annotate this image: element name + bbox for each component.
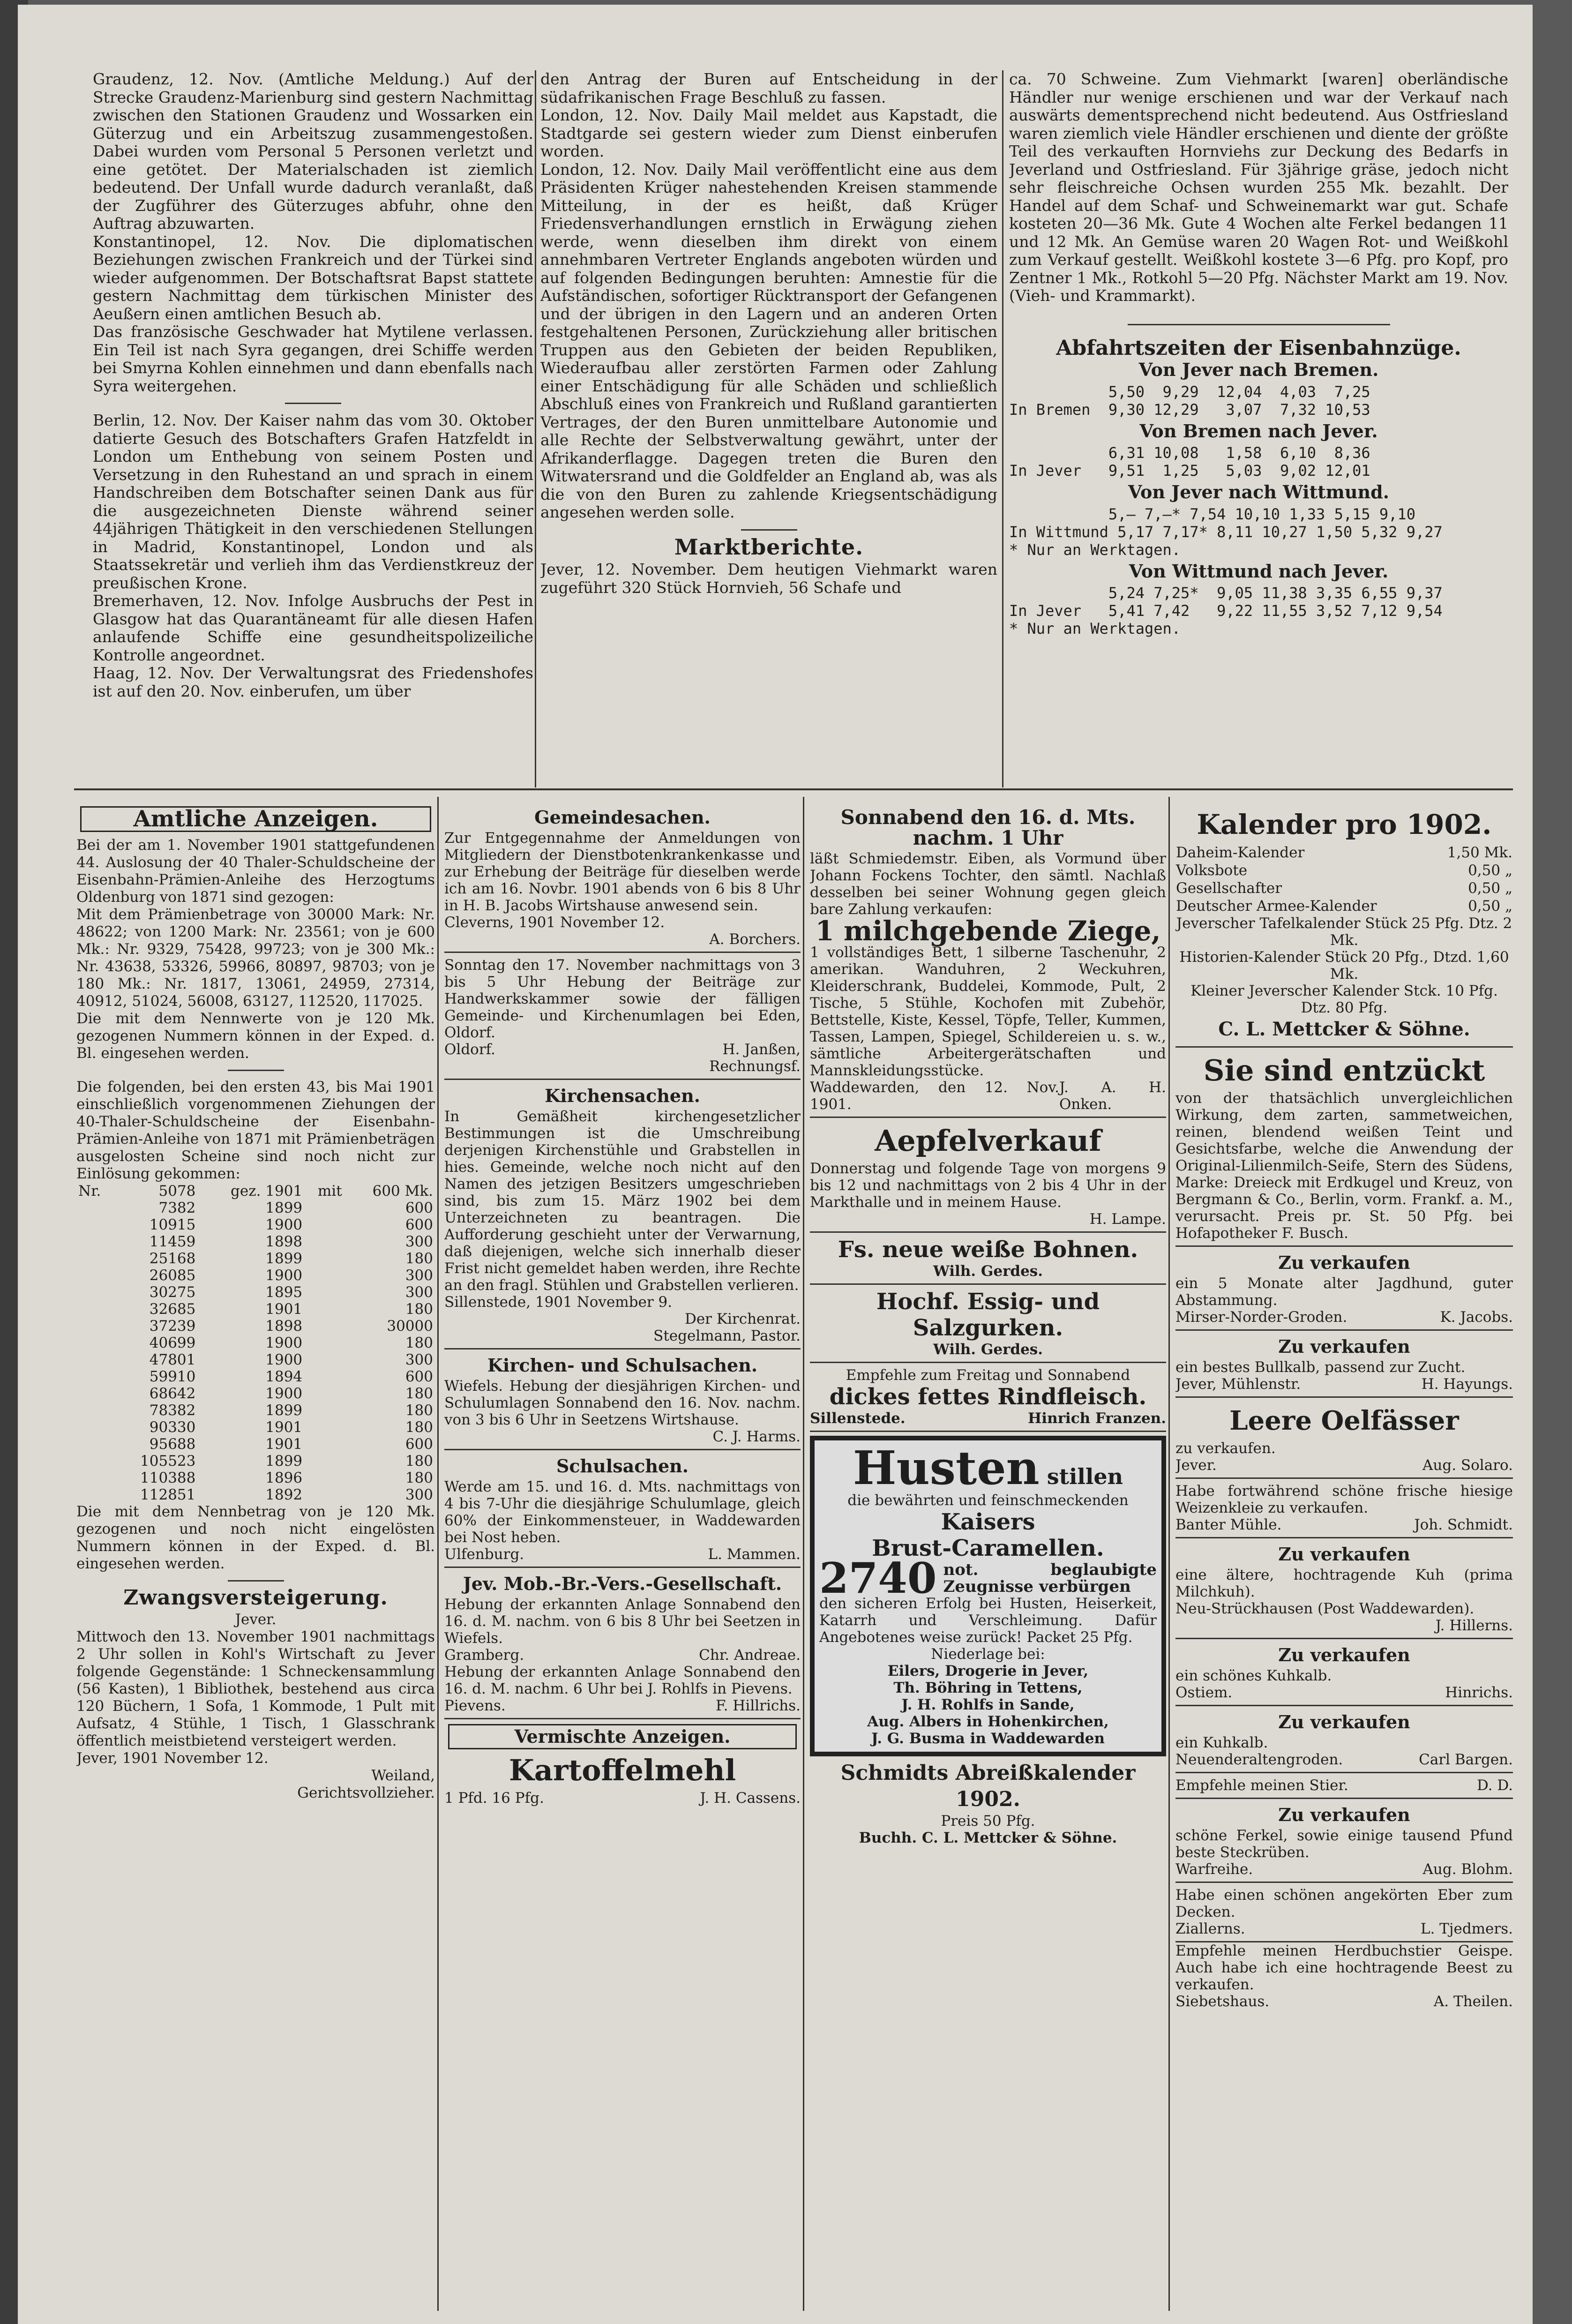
market-jever: Jever, 12. November. Dem heutigen Viehmarkt waren zugeführt 320 Stück Hornvieh, 56 Schafe und bbox=[540, 560, 997, 597]
lottery-row bbox=[76, 1233, 435, 1250]
lottery-cell: 10915 bbox=[149, 1216, 196, 1233]
official-notices-title: Amtliche Anzeigen. bbox=[80, 806, 431, 832]
lottery-cell: 1901 bbox=[265, 1436, 303, 1453]
lottery-cell: gez. 1901 bbox=[231, 1183, 303, 1199]
lottery-row bbox=[76, 1216, 435, 1233]
train-row: 5,50 9,29 12,04 4,03 7,25 bbox=[1009, 382, 1370, 401]
train-row: In Jever 5,41 7,42 9,22 11,55 3,52 7,12 9,54 bbox=[1009, 602, 1443, 620]
lottery-cell: 25168 bbox=[149, 1250, 196, 1267]
sale-text: ein schönes Kuhkalb. bbox=[1175, 1667, 1332, 1684]
herdbook-name: A. Theilen. bbox=[1433, 1993, 1513, 2010]
lottery-cell: 105523 bbox=[140, 1453, 196, 1469]
newspaper-page bbox=[18, 5, 1533, 2324]
lottery-cell: 300 bbox=[405, 1267, 433, 1284]
calendar-price: 0,50 „ bbox=[1468, 880, 1512, 897]
news-column-1 bbox=[93, 70, 533, 787]
lottery-cell: 95688 bbox=[149, 1436, 196, 1453]
cough-number-text: not. beglaubigte Zeugnisse verbürgen bbox=[943, 1560, 1157, 1596]
insurance-text: Hebung der erkannten Anlage Sonnabend den 16. d. M. nachm. von 6 bis 8 Uhr bei Seetzen in Wiefels. bbox=[444, 1596, 801, 1647]
lottery-cell: 37239 bbox=[149, 1318, 196, 1334]
lottery-cell: 1901 bbox=[265, 1301, 303, 1318]
sale-place: Ostiem. bbox=[1175, 1684, 1233, 1701]
herdbook-place: Siebetshaus. bbox=[1175, 1993, 1270, 2010]
beef-place: Sillenstede. bbox=[810, 1410, 906, 1427]
bran-text: Habe fortwährend schöne frische hiesige Weizenkleie zu verkaufen. bbox=[1175, 1483, 1513, 1516]
apple-sale-title: Aepfelverkauf bbox=[875, 1124, 1101, 1158]
lottery-cell bbox=[304, 1267, 344, 1284]
cough-brand: Kaisers bbox=[941, 1509, 1035, 1535]
cough-drops-ad bbox=[810, 1436, 1166, 1756]
lottery-row bbox=[76, 1469, 435, 1486]
news-berlin: Berlin, 12. Nov. Der Kaiser nahm das vom 30. Oktober datierte Gesuch des Botschafters Grafen Hatzfeldt in London um Enthebung von seinem Posten und Versetzung in den Ruhestand an und sprach in einem Handschreiben dem Botschafter seinen Dank aus für die ausgezeichneten Dienste während seiner 44jährigen Thätigkeit in den verschiedenen Stellungen in Madrid, Konstantinopel, London und als Staatssekretär und verlieh ihm das Verdienstkreuz der preußischen Krone. bbox=[93, 411, 533, 592]
column-rule bbox=[803, 797, 804, 2311]
lottery-cell: 180 bbox=[405, 1419, 433, 1436]
cough-dealer: Th. Böhring in Tettens, bbox=[893, 1679, 1083, 1696]
sale-title: Zu verkaufen bbox=[1278, 1336, 1410, 1357]
sale-name: H. Hayungs. bbox=[1421, 1376, 1513, 1393]
lottery-cell: 1899 bbox=[265, 1402, 303, 1419]
beef-pre: Empfehle zum Freitag und Sonnabend bbox=[846, 1367, 1130, 1384]
calendar-line-2: Historien-Kalender Stück 20 Pfg., Dtzd. 1,60 Mk. bbox=[1179, 949, 1509, 982]
lottery-cell: 26085 bbox=[149, 1267, 196, 1284]
lottery-cell: 32685 bbox=[149, 1301, 196, 1318]
lottery-cell bbox=[76, 1199, 114, 1216]
lottery-cell: 30000 bbox=[387, 1318, 433, 1334]
apple-sale-text: Donnerstag und folgende Tage von morgens 9 bis 12 und nachmittags von 2 bis 4 Uhr in der Markthalle und in meinem Hause. bbox=[810, 1160, 1166, 1211]
potato-flour-seller: J. H. Cassens. bbox=[700, 1790, 801, 1807]
lottery-outstanding-note: Die mit dem Nennbetrag von je 120 Mk. gezogenen und noch nicht eingelösten Nummern können in der Exped. d. Bl. eingesehen werden. bbox=[76, 1503, 435, 1572]
lottery-row bbox=[76, 1250, 435, 1267]
lottery-cell bbox=[304, 1216, 344, 1233]
news-konstantinopel: Konstantinopel, 12. Nov. Die diplomatischen Beziehungen zwischen Frankreich und der Türkei sind wieder aufgenommen. Der Botschaftsrat Bapst stattete gestern Nachmittag dem türkischen Minister des Aeußern einen amtlichen Besuch ab. bbox=[93, 232, 533, 323]
municipal-place-2: Oldorf. bbox=[444, 1041, 495, 1058]
lottery-cell: 40699 bbox=[149, 1334, 196, 1351]
beans-seller: Wilh. Gerdes. bbox=[933, 1263, 1043, 1280]
lottery-cell: 11459 bbox=[149, 1233, 196, 1250]
lottery-row bbox=[76, 1486, 435, 1503]
train-section-title: Von Wittmund nach Jever. bbox=[1129, 560, 1389, 582]
divider bbox=[1128, 324, 1390, 325]
cough-depot: Niederlage bei: bbox=[931, 1646, 1045, 1663]
auction-items: 1 vollständiges Bett, 1 silberne Taschenuhr, 2 amerikan. Wanduhren, 2 Weckuhren, Kleiderschrank, Buddelei, Kommode, Pult, 2 Tische, 5 Stühle, Kochofen mit Zubehör, Bettstelle, Kiste, Kessel, Töpfe, Teller, Kummen, Tassen, Lampen, Spiegel, Schildereien u. s. w., sämtliche Arbeitergerätschaften und Mannskleidungsstücke. bbox=[810, 944, 1166, 1079]
market-report-text: ca. 70 Schweine. Zum Viehmarkt [waren] oberländische Händler nur wenige erschienen und war der Verkauf nach auswärts dementsprechend nicht bedeutend. Aus Ostfriesland waren ziemlich viele Händler erschienen und diente der größte Teil des verkauften Hornviehs zur Deckung des Bedarfs in Jeverland und Ostfriesland. Für 3jährige gräse, jedoch nicht sehr fleischreiche Ochsen wurden 255 Mk. bezahlt. Der Handel auf dem Schaf- und Schweinemarkt war gut. Schafe kosteten 20—36 Mk. Gute 4 Wochen alte Ferkel bedangen 11 und 12 Mk. An Gemüse waren 20 Wagen Rot- und Weißkohl zum Verkauf gestellt. Weißkohl kostete 3—6 Pfg. pro Kopf, pro Zentner 1 Mk., Rotkohl 5—20 Pfg. Nächster Markt am 19. Nov. (Vieh- und Krammarkt). bbox=[1009, 70, 1508, 305]
municipal-name-2: H. Janßen, bbox=[722, 1041, 801, 1058]
lottery-cell: 180 bbox=[405, 1453, 433, 1469]
lottery-row bbox=[76, 1183, 435, 1199]
news-graudenz: Graudenz, 12. Nov. (Amtliche Meldung.) Auf der Strecke Graudenz-Marienburg sind gestern Nachmittag zwischen den Stationen Graudenz und Wossarken ein Güterzug und ein Arbeitszug zusammengestoßen. Dabei wurden vom Personal 5 Personen verletzt und eine getötet. Der Materialschaden ist ziemlich bedeutend. Der Unfall wurde dadurch veranlaßt, daß der Zugführer des Güterzuges abfuhr, ohne den Auftrag abzuwarten. bbox=[93, 70, 533, 232]
insurance-name-2: F. Hillrichs. bbox=[716, 1697, 801, 1714]
lottery-cell bbox=[304, 1453, 344, 1469]
municipal-text-2: Sonntag den 17. November nachmittags von 3 bis 5 Uhr Hebung der Beiträge zur Handwerkskammer sowie der fälligen Gemeinde- und Kirchenumlagen bei Eden, Oldorf. bbox=[444, 957, 801, 1041]
lottery-cell bbox=[76, 1453, 114, 1469]
church-text: In Gemäßheit kirchengesetzlicher Bestimmungen ist die Umschreibung derjenigen Kirchenstühle und Grabstellen in hies. Gemeinde, welche noch nicht auf den Namen des jetzigen Besitzers umgeschrieben sind, bis zum 15. März 1902 bei dem Unterzeichneten zu beantragen. Die Aufforderung geschieht unter der Verwarnung, daß diejenigen, welche sich innerhalb dieser Frist nicht gemeldet haben werden, ihre Rechte an den fragl. Stühlen und Grabstellen verlieren. bbox=[444, 1108, 801, 1294]
sale-name: K. Jacobs. bbox=[1440, 1309, 1513, 1326]
official-notices-column bbox=[76, 802, 435, 2311]
church-school-text: Wiefels. Hebung der diesjährigen Kirchen- und Schulumlagen Sonnabend den 16. Nov. nachm. von 3 bis 6 Uhr in Seetzens Wirtshause. bbox=[444, 1378, 801, 1428]
lottery-row bbox=[76, 1334, 435, 1351]
lottery-cell: 1900 bbox=[265, 1267, 303, 1284]
bull-text: Empfehle meinen Stier. bbox=[1175, 1777, 1348, 1794]
insurance-place: Gramberg. bbox=[444, 1647, 524, 1664]
train-note: * Nur an Werktagen. bbox=[1009, 620, 1181, 637]
bran-place: Banter Mühle. bbox=[1175, 1516, 1282, 1533]
lottery-cell: 1899 bbox=[265, 1453, 303, 1469]
lottery-cell bbox=[76, 1233, 114, 1250]
news-intro: den Antrag der Buren auf Entscheidung in der südafrikanischen Frage Beschluß zu fassen. bbox=[540, 70, 997, 106]
soap-text: von der thatsächlich unvergleichlichen Wirkung, dem zarten, sammetweichen, reinen, blendend weißen Teint und Gesichtsfarbe, welche die Anwendung der Original-Lilienmilch-Seife, Stern des Südens, Marke: Dreieck mit Erdkugel und Kreuz, von Bergmann & Co., Berlin, vorm. Frankf. a. M., verursacht. Preis pr. St. 50 Pfg. bei Hofapotheker F. Busch. bbox=[1175, 1090, 1513, 1242]
church-title: Kirchensachen. bbox=[545, 1085, 700, 1106]
municipal-name: A. Borchers. bbox=[709, 931, 801, 948]
church-name: Stegelmann, Pastor. bbox=[653, 1327, 801, 1344]
lottery-row bbox=[76, 1436, 435, 1453]
municipal-text: Zur Entgegennahme der Anmeldungen von Mitgliedern der Dienstbotenkrankenkasse und zur Erhebung der Beiträge für dieselben werde ich am 16. Novbr. 1901 abends von 6 bis 8 Uhr in H. B. Jacobs Wirtshause anwesend sein. bbox=[444, 830, 801, 914]
sale-title: Zu verkaufen bbox=[1278, 1252, 1410, 1273]
lottery-cell bbox=[76, 1216, 114, 1233]
lottery-cell bbox=[76, 1368, 114, 1385]
lottery-cell bbox=[304, 1385, 344, 1402]
lottery-cell bbox=[304, 1318, 344, 1334]
municipal-role-2: Rechnungsf. bbox=[709, 1058, 801, 1075]
oil-barrels-place: Jever. bbox=[1175, 1457, 1217, 1474]
lottery-cell bbox=[76, 1469, 114, 1486]
foreclosure-date: Jever, 1901 November 12. bbox=[76, 1750, 269, 1767]
auction-goat: 1 milchgebende Ziege, bbox=[815, 915, 1161, 947]
lottery-cell: 1899 bbox=[265, 1250, 303, 1267]
column-rule bbox=[437, 797, 439, 2311]
market-reports-heading: Marktberichte. bbox=[674, 534, 864, 560]
sale-text: ein bestes Bullkalb, passend zur Zucht. bbox=[1175, 1359, 1466, 1376]
lottery-outstanding-intro: Die folgenden, bei den ersten 43, bis Mai 1901 einschließlich vorgenommenen Ziehungen der 40-Thaler-Schuldscheine der Eisenbahn-Prämien-Anleihe von 1871 mit Prämienbeträgen ausgelosten Scheine sind noch nicht zur Einlösung gekommen: bbox=[76, 1079, 435, 1182]
lottery-cell: 110388 bbox=[140, 1469, 196, 1486]
lottery-cell bbox=[304, 1250, 344, 1267]
church-school-title: Kirchen- und Schulsachen. bbox=[487, 1355, 758, 1376]
calendar-row bbox=[1175, 862, 1513, 879]
sale-title: Zu verkaufen bbox=[1278, 1644, 1410, 1665]
lottery-cell: 7382 bbox=[158, 1199, 196, 1216]
soap-title: Sie sind entzückt bbox=[1203, 1053, 1485, 1087]
lottery-cell: 1900 bbox=[265, 1351, 303, 1368]
municipal-place: Cleverns, 1901 November 12. bbox=[444, 914, 665, 931]
lottery-row bbox=[76, 1453, 435, 1469]
boar-name: L. Tjedmers. bbox=[1420, 1920, 1513, 1937]
boar-text: Habe einen schönen angekörten Eber zum Decken. bbox=[1175, 1887, 1513, 1920]
auction-intro: läßt Schmiedemstr. Eiben, als Vormund über Johann Fockens Tochter, den sämtl. Nachlaß desselben bei seiner Wohnung gegen gleich bare Zahlung verkaufen: bbox=[810, 850, 1166, 918]
cough-text: den sicheren Erfolg bei Husten, Heiserkeit, Katarrh und Verschleimung. Dafür Angebotenes weise zurück! Packet 25 Pfg. bbox=[819, 1595, 1157, 1646]
lottery-row bbox=[76, 1402, 435, 1419]
beans-title: Fs. neue weiße Bohnen. bbox=[838, 1237, 1138, 1263]
lottery-cell: mit bbox=[317, 1183, 342, 1199]
insurance-place-2: Pievens. bbox=[444, 1697, 506, 1714]
calendar-name: Volksbote bbox=[1176, 862, 1248, 879]
cough-number: 2740 bbox=[819, 1553, 937, 1603]
calendar-price: 1,50 Mk. bbox=[1447, 844, 1512, 861]
lottery-row bbox=[76, 1301, 435, 1318]
lottery-cell: 1892 bbox=[265, 1486, 303, 1503]
calendar-name: Gesellschafter bbox=[1176, 880, 1282, 897]
potato-flour-price: 1 Pfd. 16 Pfg. bbox=[444, 1790, 544, 1807]
school-name: L. Mammen. bbox=[708, 1546, 801, 1563]
school-place: Ulfenburg. bbox=[444, 1546, 524, 1563]
school-text: Werde am 15. und 16. d. Mts. nachmittags von 4 bis 7-Uhr die diesjährige Schulumlage, gleich 60% der Einkommensteuer, in Waddewarden bei Nost heben. bbox=[444, 1478, 801, 1546]
train-section-title: Von Jever nach Bremen. bbox=[1138, 359, 1379, 380]
train-row: 5,24 7,25* 9,05 11,38 3,35 6,55 9,37 bbox=[1009, 584, 1443, 602]
divider bbox=[285, 403, 341, 404]
lottery-cell: 1900 bbox=[265, 1334, 303, 1351]
lottery-cell: 180 bbox=[405, 1334, 433, 1351]
pickles-seller: Wilh. Gerdes. bbox=[933, 1341, 1043, 1358]
lottery-cell bbox=[304, 1436, 344, 1453]
herdbook-text: Empfehle meinen Herdbuchstier Geispe. Auch habe ich eine hochtragende Beest zu verkaufen. bbox=[1175, 1942, 1513, 1993]
tear-calendar-price: Preis 50 Pfg. bbox=[941, 1813, 1035, 1829]
calendar-name: Deutscher Armee-Kalender bbox=[1176, 898, 1377, 915]
beef-seller: Hinrich Franzen. bbox=[1028, 1410, 1166, 1427]
cough-dealer: J. H. Rohlfs in Sande, bbox=[901, 1696, 1075, 1713]
train-row: In Wittmund 5,17 7,17* 8,11 10,27 1,50 5,32 9,27 bbox=[1009, 523, 1443, 541]
calendar-line-1: Jeverscher Tafelkalender Stück 25 Pfg. Dtz. 2 Mk. bbox=[1176, 915, 1512, 949]
lottery-cell bbox=[304, 1233, 344, 1250]
sale-text: eine ältere, hochtragende Kuh (prima Milchkuh). bbox=[1175, 1567, 1513, 1600]
oil-barrels-text: zu verkaufen. bbox=[1175, 1440, 1276, 1457]
lottery-cell: 600 bbox=[405, 1368, 433, 1385]
lottery-prizes: Mit dem Prämienbetrage von 30000 Mark: Nr. 48622; von 1200 Mark: Nr. 23561; von je 600 Mk.: Nr. 9329, 75428, 99723; von je 300 Mk.: Nr. 43638, 53326, 59966, 80897, 98703; von je 180 Mk.: Nr. 1817, 13061, 24959, 27314, 40912, 51024, 56008, 63127, 112520, 117025. bbox=[76, 906, 435, 1010]
insurance-name: Chr. Andreae. bbox=[699, 1647, 801, 1664]
oil-barrels-title: Leere Oelfässer bbox=[1229, 1405, 1459, 1436]
classifieds-column bbox=[1175, 802, 1513, 2311]
lottery-cell: 180 bbox=[405, 1301, 433, 1318]
lottery-cell bbox=[76, 1334, 114, 1351]
calendar-price-table bbox=[1175, 844, 1513, 915]
sale-place: Neu-Strückhausen (Post Waddewarden). bbox=[1175, 1600, 1475, 1617]
cough-product: Brust-Caramellen. bbox=[872, 1535, 1104, 1561]
auction-time: nachm. 1 Uhr bbox=[913, 826, 1063, 849]
calendar-row bbox=[1175, 844, 1513, 862]
lottery-cell: 1900 bbox=[265, 1216, 303, 1233]
calendar-row bbox=[1175, 897, 1513, 915]
bull-name: D. D. bbox=[1476, 1777, 1513, 1794]
boar-place: Ziallerns. bbox=[1175, 1920, 1245, 1937]
lottery-cell: 1898 bbox=[265, 1233, 303, 1250]
sale-name: Aug. Blohm. bbox=[1422, 1861, 1513, 1878]
insurance-text-2: Hebung der erkannten Anlage Sonnabend den 16. d. M. nachm. 6 Uhr bei J. Rohlfs in Pievens. bbox=[444, 1664, 801, 1697]
news-haag: Haag, 12. Nov. Der Verwaltungsrat des Friedenshofes ist auf den 20. Nov. einberufen, um über bbox=[93, 664, 533, 700]
lottery-cell bbox=[76, 1436, 114, 1453]
cough-dealer: J. G. Busma in Waddewarden bbox=[871, 1730, 1105, 1747]
church-place: Sillenstede, 1901 November 9. bbox=[444, 1294, 673, 1311]
cough-title: Husten bbox=[853, 1441, 1040, 1495]
insurance-title: Jev. Mob.-Br.-Vers.-Gesellschaft. bbox=[463, 1573, 782, 1594]
lottery-cell bbox=[304, 1284, 344, 1301]
lottery-cell bbox=[76, 1351, 114, 1368]
lottery-cell: 1901 bbox=[265, 1419, 303, 1436]
ads-column bbox=[810, 802, 1166, 2311]
news-london-2: London, 12. Nov. Daily Mail veröffentlicht eine aus dem Präsidenten Krüger nahestehenden Kreisen stammende Mitteilung, in der es heißt, daß Krüger Friedensverhandlungen ernstlich in Erwägung ziehen werde, wenn dieselben ihm direkt von einem annehmbaren Vertreter Englands angeboten würden und auf folgenden Bedingungen beruhten: Amnestie für die Aufständischen, sofortiger Rücktransport der Gefangenen und der übrigen in den Lagern und an anderen Orten festgehaltenen Personen, Zurückziehung aller britischen Truppen aus den Gebieten der beiden Republiken, Wiederaufbau aller zerstörten Farmen oder Zahlung einer Entschädigung für alle Schäden und schließlich Abschluß eines von Frankreich und Rußland garantierten Vertrages, der den Buren unmittelbare Autonomie und alle Rechte der Selbstverwaltung gewährt, unter der Afrikanderflagge. Dagegen treten die Buren den Witwatersrand und die Goldfelder an England ab, was als die von den Buren zu zahlende Kriegsentschädigung angesehen werden solle. bbox=[540, 160, 997, 521]
lottery-cell: 1895 bbox=[265, 1284, 303, 1301]
sale-name: Hinrichs. bbox=[1445, 1684, 1513, 1701]
lottery-cell: 180 bbox=[405, 1469, 433, 1486]
tear-calendar-title: Schmidts Abreißkalender 1902. bbox=[840, 1761, 1136, 1811]
lottery-row bbox=[76, 1368, 435, 1385]
lottery-cell bbox=[76, 1402, 114, 1419]
lottery-cell: 600 Mk. bbox=[372, 1183, 433, 1199]
lottery-cell bbox=[76, 1301, 114, 1318]
lottery-row bbox=[76, 1385, 435, 1402]
sale-place: Mirser-Norder-Groden. bbox=[1175, 1309, 1347, 1326]
lottery-cell bbox=[304, 1334, 344, 1351]
sale-text: ein 5 Monate alter Jagdhund, guter Abstammung. bbox=[1175, 1275, 1513, 1309]
lottery-cell bbox=[304, 1199, 344, 1216]
lottery-cell: 180 bbox=[405, 1385, 433, 1402]
bailiff-name: Weiland, bbox=[371, 1767, 435, 1784]
lottery-cell bbox=[76, 1419, 114, 1436]
tear-calendar-seller: Buchh. C. L. Mettcker & Söhne. bbox=[859, 1829, 1117, 1846]
lottery-cell: 68642 bbox=[149, 1385, 196, 1402]
lottery-cell: 78382 bbox=[149, 1402, 196, 1419]
sale-name: Carl Bargen. bbox=[1419, 1751, 1513, 1768]
lottery-cell bbox=[304, 1486, 344, 1503]
auction-name: J. A. H. Onken. bbox=[1059, 1079, 1166, 1113]
auction-date: Sonnabend den 16. d. Mts. bbox=[840, 806, 1136, 829]
lottery-cell: 600 bbox=[405, 1199, 433, 1216]
lottery-cell bbox=[304, 1419, 344, 1436]
lottery-row bbox=[76, 1318, 435, 1334]
news-column-3 bbox=[1009, 70, 1508, 787]
train-row: In Bremen 9,30 12,29 3,07 7,32 10,53 bbox=[1009, 400, 1370, 419]
school-title: Schulsachen. bbox=[556, 1455, 689, 1477]
lottery-cell: 300 bbox=[405, 1284, 433, 1301]
lottery-cell: 300 bbox=[405, 1486, 433, 1503]
sale-place: Jever, Mühlenstr. bbox=[1175, 1376, 1301, 1393]
cough-dealer: Eilers, Drogerie in Jever, bbox=[887, 1663, 1089, 1679]
cough-dealer: Aug. Albers in Hohenkirchen, bbox=[867, 1713, 1109, 1730]
train-row: 6,31 10,08 1,58 6,10 8,36 bbox=[1009, 444, 1370, 462]
bran-name: Joh. Schmidt. bbox=[1414, 1516, 1513, 1533]
sale-name: J. Hillerns. bbox=[1435, 1617, 1513, 1634]
sale-text: ein Kuhkalb. bbox=[1175, 1734, 1268, 1751]
lottery-cell: 180 bbox=[405, 1402, 433, 1419]
foreclosure-title: Zwangsversteigerung. bbox=[123, 1586, 388, 1610]
sale-title: Zu verkaufen bbox=[1278, 1711, 1410, 1732]
lottery-cell bbox=[304, 1469, 344, 1486]
pickles-title: Hochf. Essig- und Salzgurken. bbox=[876, 1289, 1100, 1341]
lottery-row bbox=[76, 1199, 435, 1216]
lottery-cell: 5078 bbox=[158, 1183, 196, 1199]
lottery-cell bbox=[76, 1250, 114, 1267]
municipal-title: Gemeindesachen. bbox=[534, 807, 711, 828]
train-row: 5,— 7,—* 7,54 10,10 1,33 5,15 9,10 bbox=[1009, 505, 1415, 523]
parish-column bbox=[444, 802, 801, 2311]
lottery-row bbox=[76, 1351, 435, 1368]
lottery-cell bbox=[304, 1368, 344, 1385]
potato-flour-title: Kartoffelmehl bbox=[509, 1753, 736, 1787]
train-schedule-title: Abfahrtszeiten der Eisenbahnzüge. bbox=[1056, 336, 1461, 360]
lottery-cell: 180 bbox=[405, 1250, 433, 1267]
apple-sale-name: H. Lampe. bbox=[1089, 1211, 1166, 1228]
lottery-cell: 30275 bbox=[149, 1284, 196, 1301]
lottery-cell: 112851 bbox=[140, 1486, 196, 1503]
foreclosure-text: Mittwoch den 13. November 1901 nachmittags 2 Uhr sollen in Kohl's Wirtschaft zu Jever folgende Gegenstände: 1 Schneckensammlung (56 Kasten), 1 Bibliothek, bestehend aus circa 120 Büchern, 1 Sofa, 1 Kommode, 1 Pult mit Aufsatz, 4 Stühle, 1 Tisch, 1 Glasschrank öffentlich meistbietend versteigert werden. bbox=[76, 1628, 435, 1749]
church-org: Der Kirchenrat. bbox=[684, 1311, 801, 1327]
train-row: In Jever 9,51 1,25 5,03 9,02 12,01 bbox=[1009, 462, 1370, 480]
calendar-name: Daheim-Kalender bbox=[1176, 844, 1305, 861]
calendar-line-3: Kleiner Jeverscher Kalender Stck. 10 Pfg. Dtz. 80 Pfg. bbox=[1190, 982, 1498, 1016]
lottery-cell bbox=[76, 1318, 114, 1334]
lottery-row bbox=[76, 1267, 435, 1284]
divider bbox=[228, 1580, 284, 1582]
bailiff-role: Gerichtsvollzieher. bbox=[297, 1784, 435, 1801]
lottery-cell bbox=[76, 1284, 114, 1301]
lottery-cell: 1896 bbox=[265, 1469, 303, 1486]
calendar-title: Kalender pro 1902. bbox=[1197, 809, 1492, 840]
news-column-2 bbox=[540, 70, 997, 787]
column-rule bbox=[1168, 797, 1170, 2311]
section-rule bbox=[74, 788, 1513, 790]
lottery-table bbox=[76, 1183, 435, 1503]
lottery-cell: 300 bbox=[405, 1233, 433, 1250]
lottery-cell bbox=[304, 1351, 344, 1368]
sale-title: Zu verkaufen bbox=[1278, 1544, 1410, 1565]
calendar-row bbox=[1175, 879, 1513, 897]
cough-sub: die bewährten und feinschmeckenden bbox=[847, 1492, 1129, 1509]
sale-place: Neuenderaltengroden. bbox=[1175, 1751, 1343, 1768]
lottery-cell bbox=[304, 1402, 344, 1419]
oil-barrels-name: Aug. Solaro. bbox=[1422, 1457, 1513, 1474]
lottery-row bbox=[76, 1284, 435, 1301]
divider bbox=[741, 529, 797, 531]
train-section-title: Von Bremen nach Jever. bbox=[1139, 420, 1378, 442]
calendar-price: 0,50 „ bbox=[1468, 898, 1512, 915]
lottery-cell: Nr. bbox=[78, 1183, 101, 1199]
calendar-price: 0,50 „ bbox=[1468, 862, 1512, 879]
lottery-cell: 47801 bbox=[149, 1351, 196, 1368]
lottery-note: Die mit dem Nennwerte von je 120 Mk. gezogenen Nummern können in der Exped. d. Bl. eingesehen werden. bbox=[76, 1010, 435, 1062]
lottery-cell: 1898 bbox=[265, 1318, 303, 1334]
column-rule bbox=[1002, 70, 1003, 787]
news-london-1: London, 12. Nov. Daily Mail meldet aus Kapstadt, die Stadtgarde sei gestern wieder zum Dienst einberufen worden. bbox=[540, 106, 997, 160]
news-geschwader: Das französische Geschwader hat Mytilene verlassen. Ein Teil ist nach Syra gegangen, drei Schiffe werden bei Smyrna Kohlen einnehmen und dann ebenfalls nach Syra weitergehen. bbox=[93, 322, 533, 395]
auction-place: Waddewarden, den 12. Nov. 1901. bbox=[810, 1079, 1059, 1113]
train-section-title: Von Jever nach Wittmund. bbox=[1128, 481, 1389, 502]
column-rule bbox=[535, 70, 536, 787]
news-bremerhaven: Bremerhaven, 12. Nov. Infolge Ausbruchs der Pest in Glasgow hat das Quarantäneamt für alle diesen Hafen anlaufende Schiffe eine gesundheitspolizeiliche Kontrolle angeordnet. bbox=[93, 592, 533, 664]
cough-stillen: stillen bbox=[1047, 1464, 1123, 1489]
train-note: * Nur an Werktagen. bbox=[1009, 540, 1181, 559]
lottery-cell: 300 bbox=[405, 1351, 433, 1368]
foreclosure-place: Jever. bbox=[235, 1611, 277, 1628]
lottery-cell bbox=[76, 1385, 114, 1402]
lottery-row bbox=[76, 1419, 435, 1436]
lottery-cell: 59910 bbox=[149, 1368, 196, 1385]
sale-title: Zu verkaufen bbox=[1278, 1804, 1410, 1825]
church-school-name: C. J. Harms. bbox=[712, 1428, 801, 1445]
lottery-cell: 90330 bbox=[149, 1419, 196, 1436]
lottery-cell: 600 bbox=[405, 1436, 433, 1453]
lottery-cell: 1900 bbox=[265, 1385, 303, 1402]
calendar-firm: C. L. Mettcker & Söhne. bbox=[1218, 1018, 1470, 1040]
beef-title: dickes fettes Rindfleisch. bbox=[829, 1384, 1147, 1410]
lottery-intro: Bei der am 1. November 1901 stattgefundenen 44. Auslosung der 40 Thaler-Schuldscheine der Eisenbahn-Prämien-Anleihe des Herzogtums Oldenburg von 1871 sind gezogen: bbox=[76, 837, 435, 906]
sale-text: schöne Ferkel, sowie einige tausend Pfund beste Steckrüben. bbox=[1175, 1827, 1513, 1861]
lottery-cell bbox=[76, 1267, 114, 1284]
sale-place: Warfreihe. bbox=[1175, 1861, 1253, 1878]
lottery-cell bbox=[304, 1301, 344, 1318]
lottery-cell: 1899 bbox=[265, 1199, 303, 1216]
lottery-cell: 1894 bbox=[265, 1368, 303, 1385]
lottery-cell bbox=[76, 1486, 114, 1503]
lottery-cell: 600 bbox=[405, 1216, 433, 1233]
misc-ads-title: Vermischte Anzeigen. bbox=[448, 1724, 797, 1749]
divider bbox=[228, 1070, 284, 1071]
